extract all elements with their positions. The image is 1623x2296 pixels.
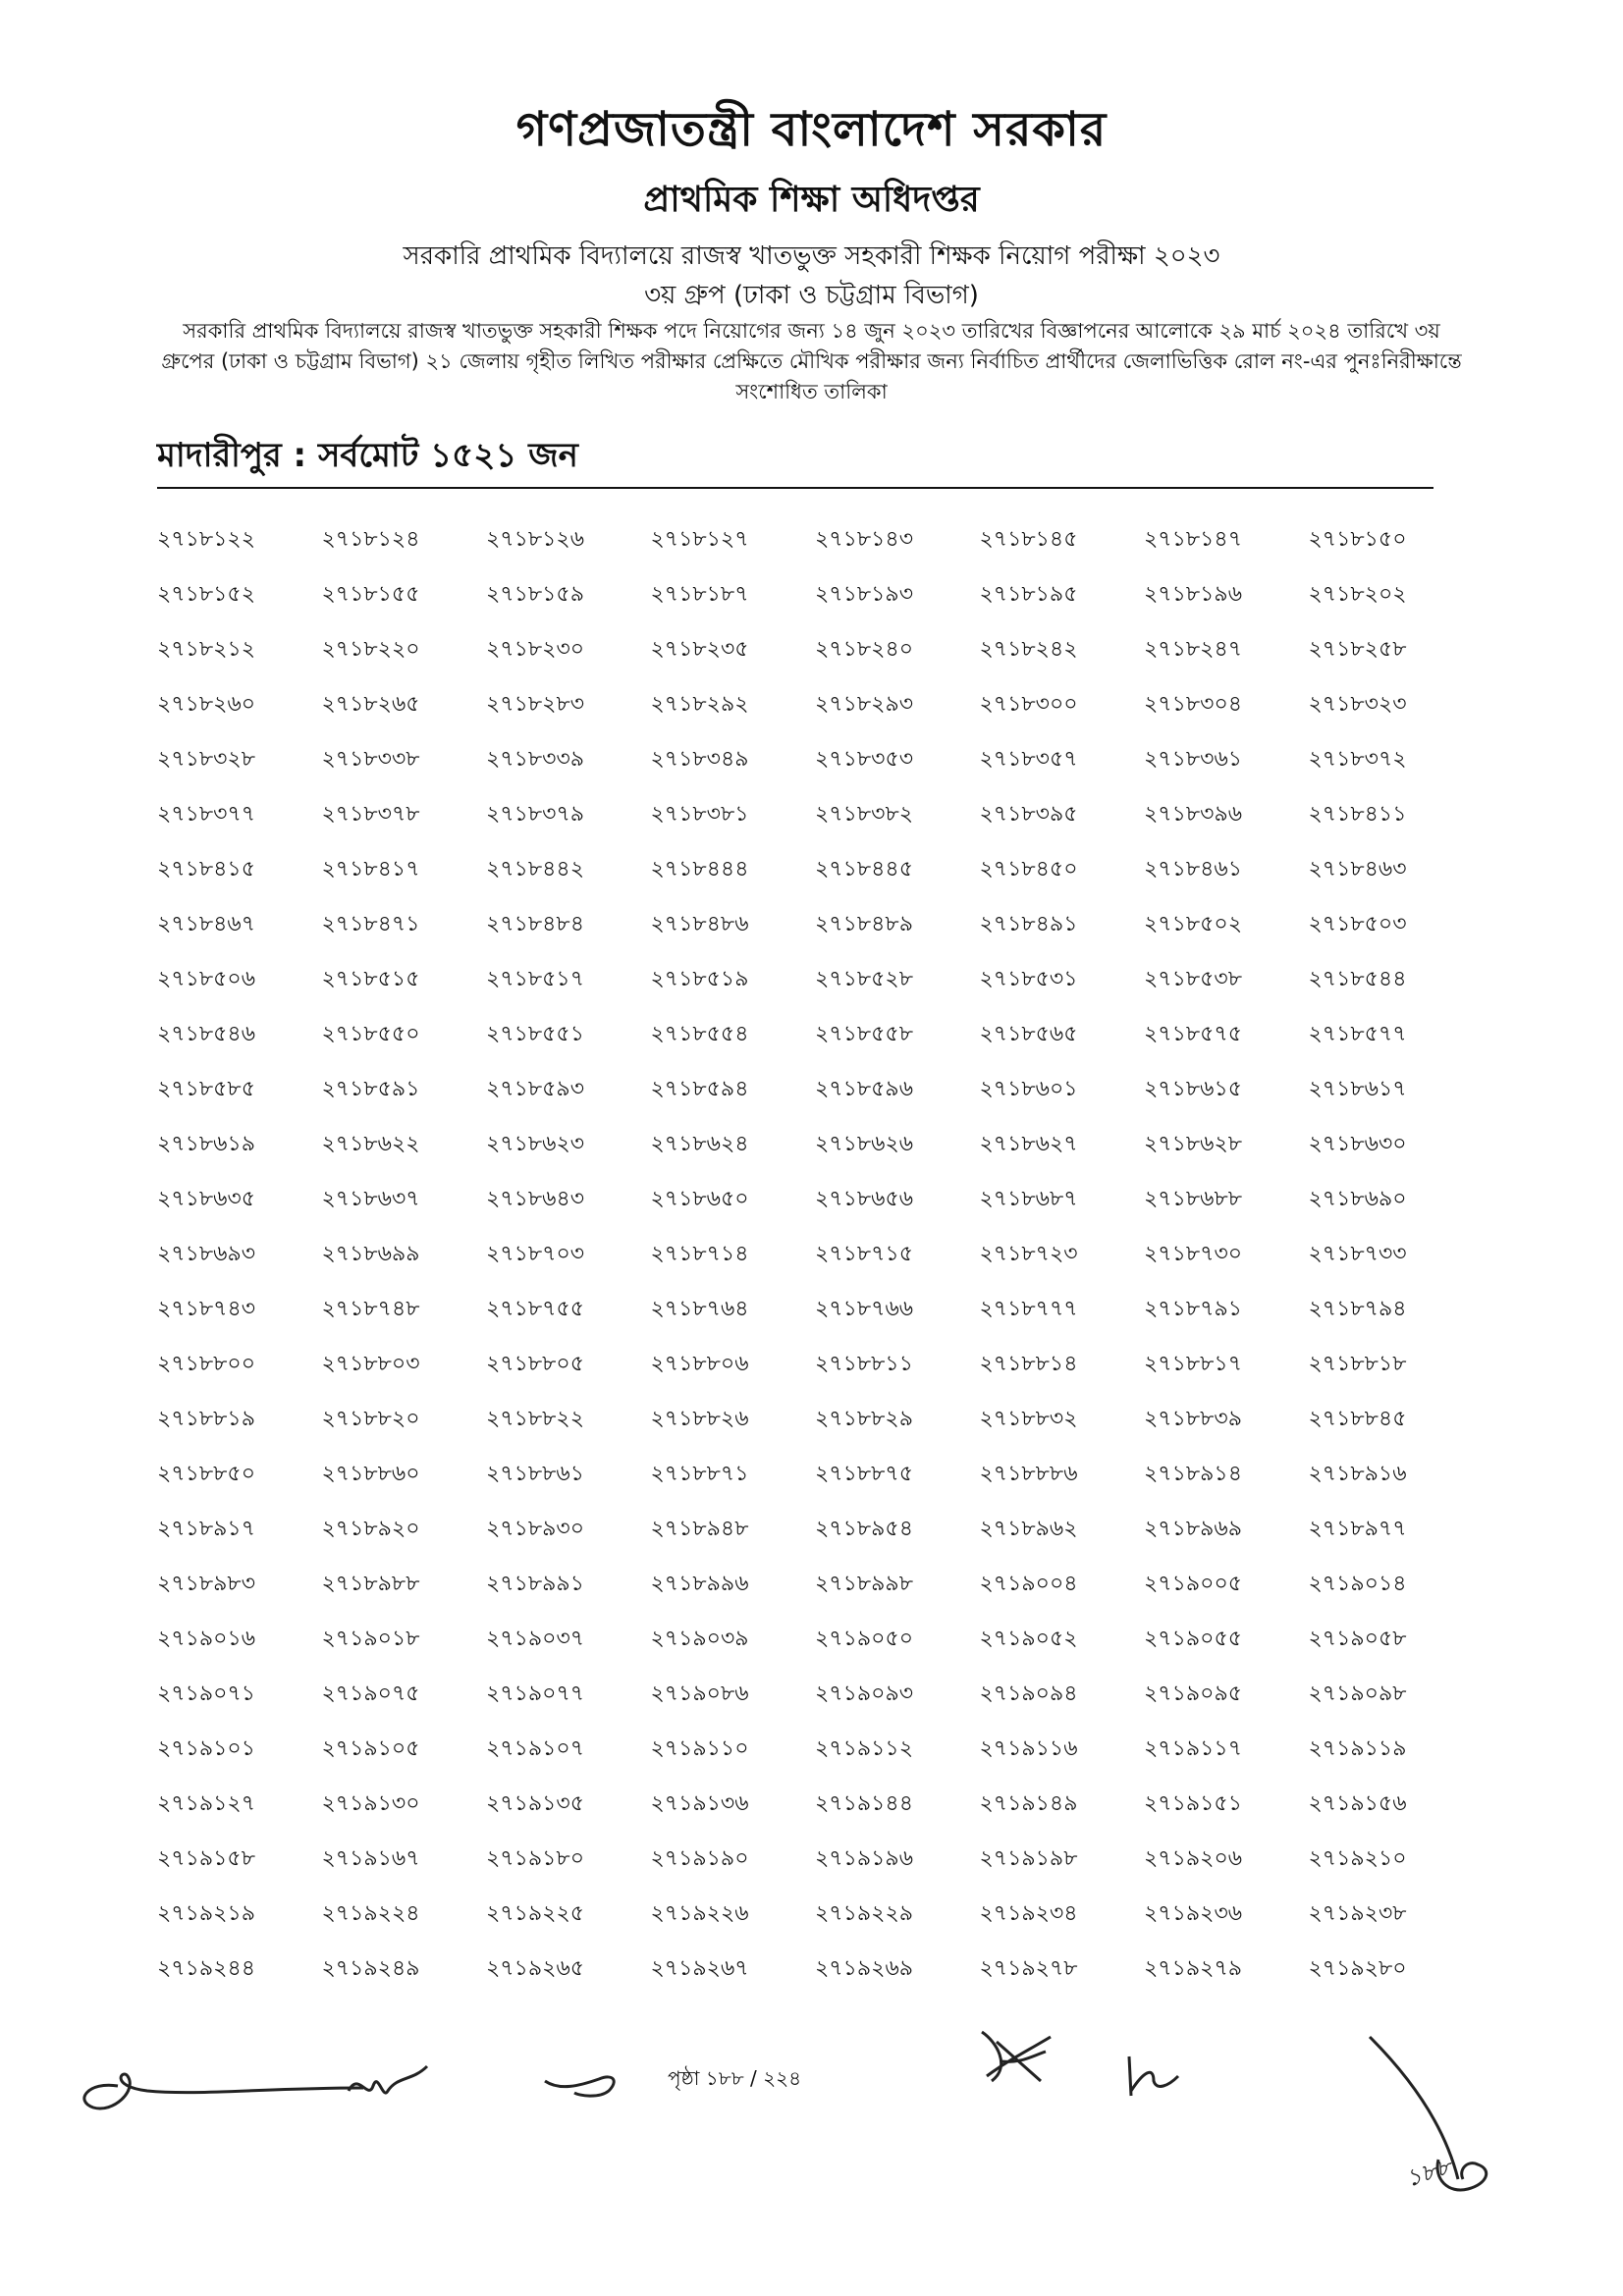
roll-number: ২৭১৮৫৪৬ xyxy=(157,1022,256,1046)
roll-number: ২৭১৮৭০৩ xyxy=(486,1242,585,1266)
roll-number: ২৭১৯০৭১ xyxy=(157,1682,256,1706)
roll-number: ২৭১৯০৫০ xyxy=(815,1627,914,1651)
roll-number: ২৭১৮৮০৩ xyxy=(321,1352,420,1376)
roll-number: ২৭১৮৮০৬ xyxy=(650,1352,749,1376)
roll-number: ২৭১৮২১২ xyxy=(157,637,256,662)
roll-number: ২৭১৮৯৯৬ xyxy=(650,1572,749,1596)
roll-number: ২৭১৯১৬৭ xyxy=(321,1846,420,1871)
roll-number: ২৭১৮৩৯৬ xyxy=(1144,802,1243,827)
department-title: প্রাথমিক শিক্ষা অধিদপ্তর xyxy=(643,180,980,220)
roll-number: ২৭১৮৮১৯ xyxy=(157,1407,255,1431)
roll-number: ২৭১৯১৫১ xyxy=(1144,1791,1242,1816)
roll-number: ২৭১৮৮২২ xyxy=(486,1407,585,1431)
roll-number: ২৭১৮৪৬১ xyxy=(1144,857,1243,881)
roll-number: ২৭১৮৫০৬ xyxy=(157,967,256,991)
roll-number: ২৭১৮৫১৭ xyxy=(486,967,585,991)
roll-number: ২৭১৮৩৮১ xyxy=(650,802,749,827)
roll-number: ২৭১৮৫৯১ xyxy=(321,1077,420,1101)
roll-number: ২৭১৮৯৯৮ xyxy=(815,1572,913,1596)
roll-number: ২৭১৯২২৬ xyxy=(650,1901,749,1926)
roll-number: ২৭১৮২৪২ xyxy=(979,637,1078,662)
roll-number: ২৭১৮৭২৩ xyxy=(979,1242,1078,1266)
roll-number: ২৭১৮৭৪৮ xyxy=(321,1297,420,1321)
roll-number: ২৭১৮৪৮৯ xyxy=(815,912,913,936)
roll-number: ২৭১৮১৮৭ xyxy=(650,582,749,607)
roll-number: ২৭১৮৬৪৩ xyxy=(486,1187,585,1211)
roll-number: ২৭১৮২৬৫ xyxy=(321,692,420,717)
roll-number: ২৭১৮২৫৮ xyxy=(1308,637,1407,662)
roll-number: ২৭১৮৪৮৬ xyxy=(650,912,749,936)
roll-number: ২৭১৯২১৯ xyxy=(157,1901,256,1926)
roll-number: ২৭১৯১৪৪ xyxy=(815,1791,913,1816)
roll-number-grid xyxy=(157,525,1473,2009)
signature-4 xyxy=(972,2022,1060,2096)
roll-number: ২৭১৯১৫৮ xyxy=(157,1846,255,1871)
roll-number: ২৭১৮৪৪২ xyxy=(486,857,585,881)
roll-number: ২৭১৯০১৪ xyxy=(1308,1572,1407,1596)
roll-number: ২৭১৮৫৬৫ xyxy=(979,1022,1078,1046)
roll-number: ২৭১৮৩৭৯ xyxy=(486,802,585,827)
roll-number: ২৭১৮৪৬৭ xyxy=(157,912,256,936)
roll-number: ২৭১৯২২৪ xyxy=(321,1901,420,1926)
roll-number: ২৭১৮৮৩৯ xyxy=(1144,1407,1243,1431)
roll-number: ২৭১৯০৯৮ xyxy=(1308,1682,1407,1706)
roll-number: ২৭১৯২৭৯ xyxy=(1144,1956,1243,1981)
notice-description: সরকারি প্রাথমিক বিদ্যালয়ে রাজস্ব খাতভুক্ত সহকারী শিক্ষক পদে নিয়োগের জন্য ১৪ জুন ২০২৩ তারিখের বিজ্ঞাপনের আলোকে ২৯ মার্চ ২০২৪ তারিখে ৩য় গ্রুপের (ঢাকা ও চট্টগ্রাম বিভাগ) ২১ জেলায় গৃহীত লিখিত পরীক্ষার প্রেক্ষিতে মৌখিক পরীক্ষার জন্য নির্বাচিত প্রার্থীদের জেলাভিত্তিক রোল নং-এর পুনঃনিরীক্ষান্তে সংশোধিত তালিকা xyxy=(161,319,1462,403)
roll-number: ২৭১৮৫০২ xyxy=(1144,912,1243,936)
roll-number: ২৭১৮২৪০ xyxy=(815,637,914,662)
roll-number: ২৭১৮৭১৪ xyxy=(650,1242,749,1266)
district-heading: মাদারীপুর : সর্বমোট ১৫২১ জন xyxy=(157,436,578,475)
roll-number: ২৭১৮৮৮৬ xyxy=(979,1462,1078,1486)
roll-number: ২৭১৮৫১৫ xyxy=(321,967,420,991)
roll-number: ২৭১৮৬৮৮ xyxy=(1144,1187,1243,1211)
roll-number: ২৭১৮৯৬২ xyxy=(979,1517,1078,1541)
handwritten-page-mark-text: ১৮৮ xyxy=(1402,2152,1455,2193)
roll-number: ২৭১৯১১৬ xyxy=(979,1736,1078,1761)
roll-number: ২৭১৮৪৬৩ xyxy=(1308,857,1407,881)
roll-number: ২৭১৯১১০ xyxy=(650,1736,749,1761)
roll-number: ২৭১৯০৭৫ xyxy=(321,1682,420,1706)
roll-number: ২৭১৮৪৪৫ xyxy=(815,857,913,881)
roll-number: ২৭১৮১৯৫ xyxy=(979,582,1078,607)
roll-number: ২৭১৯০৩৯ xyxy=(650,1627,749,1651)
roll-number: ২৭১৮৫৭৫ xyxy=(1144,1022,1243,1046)
group-title: ৩য় গ্রুপ (ঢাকা ও চট্টগ্রাম বিভাগ) xyxy=(644,281,979,310)
roll-number: ২৭১৯০০৫ xyxy=(1144,1572,1243,1596)
roll-number: ২৭১৮৩৩৮ xyxy=(321,747,420,772)
roll-number: ২৭১৯২২৯ xyxy=(815,1901,914,1926)
roll-number: ২৭১৮২২০ xyxy=(321,637,420,662)
roll-number: ২৭১৮৯৩০ xyxy=(486,1517,585,1541)
roll-number: ২৭১৮৬৩০ xyxy=(1308,1132,1407,1156)
roll-number: ২৭১৯১০৭ xyxy=(486,1736,585,1761)
roll-number: ২৭১৯২২৫ xyxy=(486,1901,585,1926)
roll-number: ২৭১৮১২২ xyxy=(157,527,256,552)
roll-number: ২৭১৮৬৮৭ xyxy=(979,1187,1078,1211)
roll-number: ২৭১৮১৫২ xyxy=(157,582,256,607)
signature-2 xyxy=(344,2056,432,2115)
roll-number: ২৭১৮৯৯১ xyxy=(486,1572,584,1596)
roll-number: ২৭১৮৯১৬ xyxy=(1308,1462,1407,1486)
roll-number: ২৭১৯০১৬ xyxy=(157,1627,256,1651)
roll-number: ২৭১৮১৫৫ xyxy=(321,582,420,607)
roll-number: ২৭১৯২১০ xyxy=(1308,1846,1407,1871)
roll-number: ২৭১৮৭৩০ xyxy=(1144,1242,1243,1266)
roll-number: ২৭১৮৯৪৮ xyxy=(650,1517,749,1541)
roll-number: ২৭১৮৬২৭ xyxy=(979,1132,1078,1156)
roll-number: ২৭১৮৮১৪ xyxy=(979,1352,1078,1376)
roll-number: ২৭১৮৮৪৫ xyxy=(1308,1407,1407,1431)
roll-number: ২৭১৮৩৭৮ xyxy=(321,802,420,827)
roll-number: ২৭১৯১০১ xyxy=(157,1736,256,1761)
signature-3 xyxy=(540,2052,628,2106)
roll-number: ২৭১৮৮৬১ xyxy=(486,1462,585,1486)
roll-number: ২৭১৮৮৬০ xyxy=(321,1462,420,1486)
roll-number: ২৭১৯১৯৬ xyxy=(815,1846,914,1871)
roll-number: ২৭১৮৬৩৭ xyxy=(321,1187,420,1211)
roll-number: ২৭১৮৮০৫ xyxy=(486,1352,585,1376)
roll-number: ২৭১৮৯২০ xyxy=(321,1517,420,1541)
roll-number: ২৭১৮১৪৫ xyxy=(979,527,1078,552)
roll-number: ২৭১৮৯১৭ xyxy=(157,1517,256,1541)
roll-number: ২৭১৮৫৫৪ xyxy=(650,1022,749,1046)
roll-number: ২৭১৮৬৫০ xyxy=(650,1187,749,1211)
roll-number: ২৭১৮৪১১ xyxy=(1308,802,1407,827)
roll-number: ২৭১৮৮১১ xyxy=(815,1352,913,1376)
roll-number: ২৭১৮৮২০ xyxy=(321,1407,420,1431)
roll-number: ২৭১৮৭৬৬ xyxy=(815,1297,914,1321)
roll-number: ২৭১৯২৬৭ xyxy=(650,1956,749,1981)
roll-number: ২৭১৮২৯৩ xyxy=(815,692,914,717)
government-title: গণপ্রজাতন্ত্রী বাংলাদেশ সরকার xyxy=(515,102,1108,157)
roll-number: ২৭১৮৬৩৫ xyxy=(157,1187,256,1211)
roll-number: ২৭১৮১৪৭ xyxy=(1144,527,1243,552)
roll-number: ২৭১৯২০৬ xyxy=(1144,1846,1243,1871)
roll-number: ২৭১৮৩৩৯ xyxy=(486,747,585,772)
page-number: পৃষ্ঠা ১৮৮ / ২২৪ xyxy=(668,2066,802,2090)
roll-number: ২৭১৮৮১৮ xyxy=(1308,1352,1407,1376)
roll-number: ২৭১৮৭৯৪ xyxy=(1308,1297,1407,1321)
roll-number: ২৭১৯১১৭ xyxy=(1144,1736,1243,1761)
roll-number: ২৭১৯১৩৫ xyxy=(486,1791,585,1816)
roll-number: ২৭১৮৫৯৪ xyxy=(650,1077,749,1101)
roll-number: ২৭১৯২৩৮ xyxy=(1308,1901,1407,1926)
roll-number: ২৭১৯১৯৮ xyxy=(979,1846,1078,1871)
roll-number: ২৭১৮৫৫৮ xyxy=(815,1022,913,1046)
roll-number: ২৭১৮৩৭২ xyxy=(1308,747,1407,772)
heading-divider xyxy=(157,487,1434,489)
roll-number: ২৭১৯০৭৭ xyxy=(486,1682,585,1706)
roll-number: ২৭১৯১৩০ xyxy=(321,1791,420,1816)
roll-number: ২৭১৮৪৯১ xyxy=(979,912,1078,936)
roll-number: ২৭১৯২৪৪ xyxy=(157,1956,256,1981)
roll-number: ২৭১৮৫৫০ xyxy=(321,1022,420,1046)
roll-number: ২৭১৮৩০০ xyxy=(979,692,1078,717)
roll-number: ২৭১৮৪৮৪ xyxy=(486,912,584,936)
roll-number: ২৭১৮২৮৩ xyxy=(486,692,585,717)
roll-number: ২৭১৮৮৭৫ xyxy=(815,1462,914,1486)
roll-number: ২৭১৮৬২২ xyxy=(321,1132,420,1156)
roll-number: ২৭১৮৪১৭ xyxy=(321,857,420,881)
roll-number: ২৭১৮৭১৫ xyxy=(815,1242,914,1266)
roll-number: ২৭১৯১৩৬ xyxy=(650,1791,749,1816)
roll-number: ২৭১৮৫৫১ xyxy=(486,1022,584,1046)
roll-number: ২৭১৯০৫২ xyxy=(979,1627,1078,1651)
roll-number: ২৭১৯২৬৫ xyxy=(486,1956,585,1981)
roll-number: ২৭১৮৬১৫ xyxy=(1144,1077,1243,1101)
roll-number: ২৭১৯২৮০ xyxy=(1308,1956,1407,1981)
roll-number: ২৭১৮৫৩১ xyxy=(979,967,1078,991)
roll-number: ২৭১৯২৩৪ xyxy=(979,1901,1078,1926)
roll-number: ২৭১৮৭৭৭ xyxy=(979,1297,1078,1321)
roll-number: ২৭১৮৩২৩ xyxy=(1308,692,1407,717)
roll-number: ২৭১৯০১৮ xyxy=(321,1627,420,1651)
roll-number: ২৭১৮৫০৩ xyxy=(1308,912,1407,936)
roll-number: ২৭১৯১০৫ xyxy=(321,1736,420,1761)
roll-number: ২৭১৯১১২ xyxy=(815,1736,914,1761)
roll-number: ২৭১৮৪৫০ xyxy=(979,857,1078,881)
roll-number: ২৭১৮৫৯৬ xyxy=(815,1077,914,1101)
roll-number: ২৭১৮১৯৬ xyxy=(1144,582,1243,607)
roll-number: ২৭১৮৩৫৩ xyxy=(815,747,914,772)
roll-number: ২৭১৮৫২৮ xyxy=(815,967,914,991)
roll-number: ২৭১৮৬২৮ xyxy=(1144,1132,1243,1156)
roll-number: ২৭১৮২৪৭ xyxy=(1144,637,1243,662)
roll-number: ২৭১৯০৫৮ xyxy=(1308,1627,1407,1651)
roll-number: ২৭১৮৭৫৫ xyxy=(486,1297,585,1321)
roll-number: ২৭১৮১২৬ xyxy=(486,527,585,552)
roll-number: ২৭১৮২৯২ xyxy=(650,692,749,717)
roll-number: ২৭১৮৭৪৩ xyxy=(157,1297,256,1321)
roll-number: ২৭১৮৮০০ xyxy=(157,1352,256,1376)
roll-number: ২৭১৮৭৩৩ xyxy=(1308,1242,1407,1266)
roll-number: ২৭১৯১১৯ xyxy=(1308,1736,1407,1761)
roll-number: ২৭১৮২৩৫ xyxy=(650,637,749,662)
roll-number: ২৭১৮৫৯৩ xyxy=(486,1077,585,1101)
roll-number: ২৭১৯১৪৯ xyxy=(979,1791,1078,1816)
roll-number: ২৭১৯২৪৯ xyxy=(321,1956,420,1981)
roll-number: ২৭১৮৩৭৭ xyxy=(157,802,256,827)
roll-number: ২৭১৮৬৫৬ xyxy=(815,1187,914,1211)
roll-number: ২৭১৮৯৮৮ xyxy=(321,1572,420,1596)
exam-title: সরকারি প্রাথমিক বিদ্যালয়ে রাজস্ব খাতভুক্ত সহকারী শিক্ষক নিয়োগ পরীক্ষা ২০২৩ xyxy=(403,241,1220,271)
roll-number: ২৭১৯০৯৪ xyxy=(979,1682,1078,1706)
roll-number: ২৭১৮৫৭৭ xyxy=(1308,1022,1407,1046)
roll-number: ২৭১৮৫৪৪ xyxy=(1308,967,1407,991)
roll-number: ২৭১৮৮১৭ xyxy=(1144,1352,1243,1376)
roll-number: ২৭১৮২০২ xyxy=(1308,582,1407,607)
roll-number: ২৭১৯০৯৫ xyxy=(1144,1682,1243,1706)
roll-number: ২৭১৮৬২৬ xyxy=(815,1132,914,1156)
roll-number: ২৭১৮৩০৪ xyxy=(1144,692,1243,717)
roll-number: ২৭১৮৬২৪ xyxy=(650,1132,749,1156)
roll-number: ২৭১৮২৩০ xyxy=(486,637,585,662)
roll-number: ২৭১৮৮২৬ xyxy=(650,1407,749,1431)
roll-number: ২৭১৯১৯০ xyxy=(650,1846,749,1871)
roll-number: ২৭১৮৯৬৯ xyxy=(1144,1517,1243,1541)
signature-1 xyxy=(69,2047,373,2120)
roll-number: ২৭১৮৮২৯ xyxy=(815,1407,914,1431)
roll-number: ২৭১৮৯৫৪ xyxy=(815,1517,913,1541)
roll-number: ২৭১৮৩৪৯ xyxy=(650,747,749,772)
roll-number: ২৭১৮৩৮২ xyxy=(815,802,914,827)
roll-number: ২৭১৮৮৩২ xyxy=(979,1407,1078,1431)
roll-number: ২৭১৯০৯৩ xyxy=(815,1682,914,1706)
roll-number: ২৭১৮১৫০ xyxy=(1308,527,1407,552)
roll-number: ২৭১৮৩২৮ xyxy=(157,747,256,772)
roll-number: ২৭১৮১৫৯ xyxy=(486,582,584,607)
roll-number: ২৭১৯০০৪ xyxy=(979,1572,1078,1596)
roll-number: ২৭১৮৪৭১ xyxy=(321,912,420,936)
signature-5 xyxy=(1119,2047,1188,2106)
roll-number: ২৭১৮৬০১ xyxy=(979,1077,1078,1101)
roll-number: ২৭১৮৬৯৯ xyxy=(321,1242,420,1266)
roll-number: ২৭১৯১৮০ xyxy=(486,1846,585,1871)
roll-number: ২৭১৮১২৪ xyxy=(321,527,420,552)
roll-number: ২৭১৮৮৫০ xyxy=(157,1462,256,1486)
roll-number: ২৭১৮৭৬৪ xyxy=(650,1297,749,1321)
roll-number: ২৭১৯০৮৬ xyxy=(650,1682,749,1706)
roll-number: ২৭১৮৬৯০ xyxy=(1308,1187,1407,1211)
roll-number: ২৭১৯০৫৫ xyxy=(1144,1627,1243,1651)
roll-number: ২৭১৯২৬৯ xyxy=(815,1956,914,1981)
roll-number: ২৭১৮৫৩৮ xyxy=(1144,967,1243,991)
roll-number: ২৭১৮১৪৩ xyxy=(815,527,914,552)
roll-number: ২৭১৮৯৮৩ xyxy=(157,1572,256,1596)
roll-number: ২৭১৮৬২৩ xyxy=(486,1132,585,1156)
roll-number: ২৭১৯১২৭ xyxy=(157,1791,256,1816)
roll-number: ২৭১৮৭৯১ xyxy=(1144,1297,1243,1321)
roll-number: ২৭১৮৪৪৪ xyxy=(650,857,749,881)
roll-number: ২৭১৮৪১৫ xyxy=(157,857,255,881)
roll-number: ২৭১৮৬১৭ xyxy=(1308,1077,1407,1101)
roll-number: ২৭১৮৫১৯ xyxy=(650,967,749,991)
roll-number: ২৭১৮৩৯৫ xyxy=(979,802,1078,827)
roll-number: ২৭১৮৬১৯ xyxy=(157,1132,256,1156)
roll-number: ২৭১৯২৭৮ xyxy=(979,1956,1078,1981)
roll-number: ২৭১৯০৩৭ xyxy=(486,1627,585,1651)
roll-number: ২৭১৮১৯৩ xyxy=(815,582,914,607)
roll-number: ২৭১৮৬৯৩ xyxy=(157,1242,256,1266)
roll-number: ২৭১৮২৬০ xyxy=(157,692,256,717)
roll-number: ২৭১৯১৫৬ xyxy=(1308,1791,1407,1816)
roll-number: ২৭১৮৩৫৭ xyxy=(979,747,1078,772)
roll-number: ২৭১৮৯১৪ xyxy=(1144,1462,1242,1486)
roll-number: ২৭১৯২৩৬ xyxy=(1144,1901,1243,1926)
roll-number: ২৭১৮৩৬১ xyxy=(1144,747,1243,772)
roll-number: ২৭১৮৯৭৭ xyxy=(1308,1517,1407,1541)
roll-number: ২৭১৮১২৭ xyxy=(650,527,749,552)
roll-number: ২৭১৮৮৭১ xyxy=(650,1462,749,1486)
roll-number: ২৭১৮৫৮৫ xyxy=(157,1077,255,1101)
